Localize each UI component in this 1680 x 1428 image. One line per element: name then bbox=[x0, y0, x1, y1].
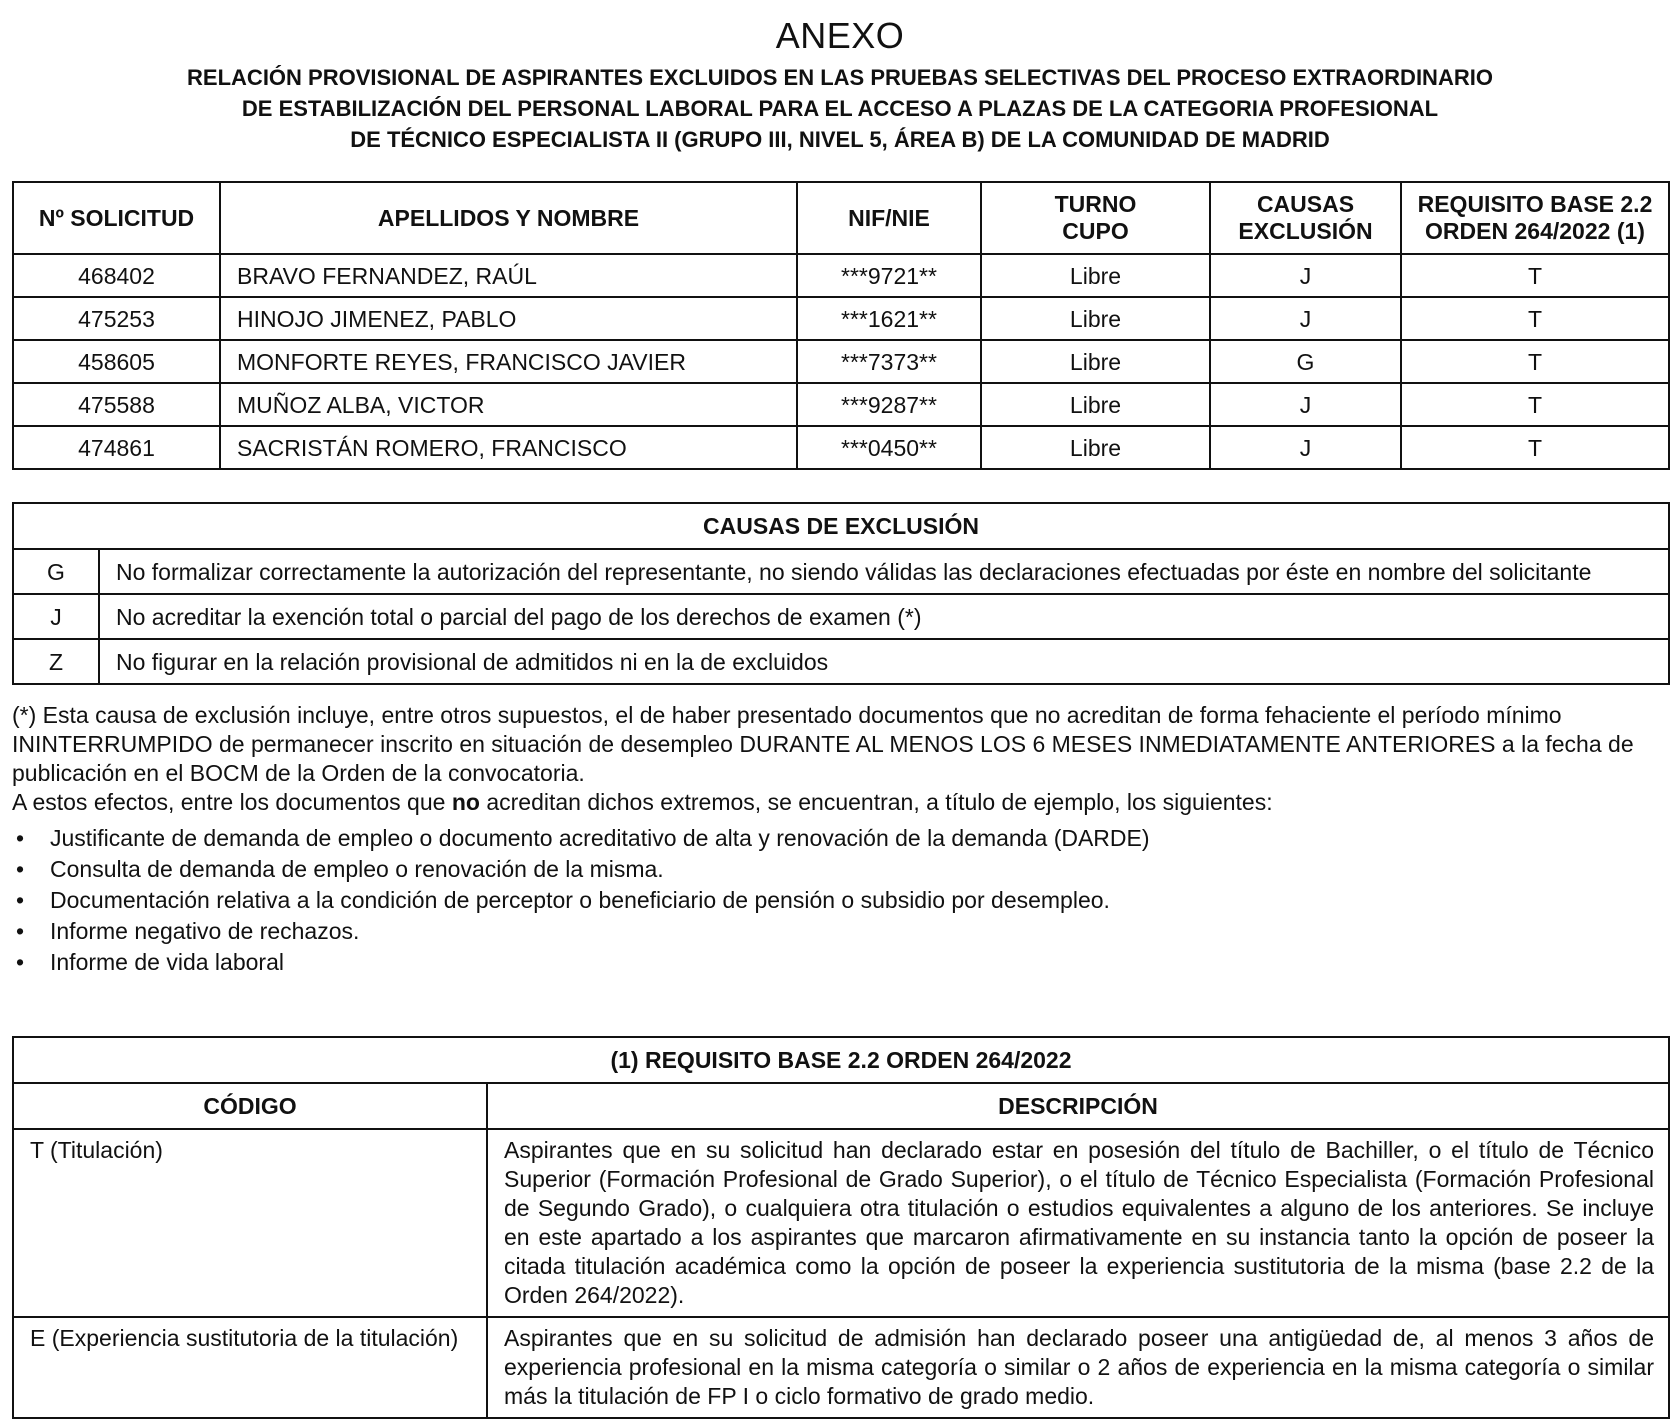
cell-causa: J bbox=[1210, 297, 1401, 340]
col-header-nif: NIF/NIE bbox=[797, 182, 981, 254]
subtitle-line: DE ESTABILIZACIÓN DEL PERSONAL LABORAL PARA EL ACCESO A PLAZAS DE LA CATEGORIA PROFESIONAL bbox=[241, 96, 1439, 121]
cell-nombre: SACRISTÁN ROMERO, FRANCISCO bbox=[220, 426, 797, 469]
requirement-description: Aspirantes que en su solicitud de admisión han declarado poseer una antigüedad de, al menos 3 años de experiencia profesional en la misma categoría o similar o 2 años de experiencia en la misma categoría o similar más la titulación de FP I o ciclo formativo de grado medio. bbox=[487, 1317, 1669, 1418]
requirement-header-row bbox=[13, 1083, 1669, 1129]
document-examples-list bbox=[12, 823, 1668, 978]
cause-code: J bbox=[13, 594, 99, 639]
cell-turno: Libre bbox=[981, 340, 1210, 383]
col-header-causas-line2: EXCLUSIÓN bbox=[1238, 218, 1373, 244]
requirement-code: E (Experiencia sustitutoria de la titulación) bbox=[13, 1317, 487, 1418]
col-header-solicitud: Nº SOLICITUD bbox=[13, 182, 220, 254]
cause-description: No figurar en la relación provisional de admitidos ni en la de excluidos bbox=[99, 639, 1669, 684]
cell-causa: G bbox=[1210, 340, 1401, 383]
exclusion-note bbox=[12, 701, 1668, 978]
cell-requisito: T bbox=[1401, 340, 1669, 383]
cause-code: G bbox=[13, 549, 99, 594]
requirement-title: (1) REQUISITO BASE 2.2 ORDEN 264/2022 bbox=[13, 1037, 1669, 1083]
cell-turno: Libre bbox=[981, 426, 1210, 469]
col-header-requisito bbox=[1401, 182, 1669, 254]
page-title: ANEXO bbox=[775, 15, 905, 56]
cell-solicitud: 475588 bbox=[13, 383, 220, 426]
cell-nombre: BRAVO FERNANDEZ, RAÚL bbox=[220, 254, 797, 297]
cell-requisito: T bbox=[1401, 426, 1669, 469]
col-header-requisito-line1: REQUISITO BASE 2.2 bbox=[1417, 191, 1653, 217]
cell-causa: J bbox=[1210, 426, 1401, 469]
cause-row bbox=[13, 639, 1669, 684]
causes-header-row bbox=[13, 503, 1669, 549]
table-row bbox=[13, 426, 1669, 469]
cell-causa: J bbox=[1210, 254, 1401, 297]
requirement-description: Aspirantes que en su solicitud han declarado estar en posesión del título de Bachiller, o el título de Técnico Superior (Formación Profesional de Grado Superior), o el título de Técnico Especialista (Formación Profesional de Segundo Grado), o cualquiera otra titulación o estudios equivalentes a alguno de los anteriores. Se incluye en este apartado a los aspirantes que marcaron afirmativamente en su instancia tanto la opción de poseer la citada titulación académica como la opción de poseer la experiencia sustitutoria de la misma (base 2.2 de la Orden 264/2022). bbox=[487, 1129, 1669, 1317]
bullet-icon: • bbox=[16, 887, 25, 913]
annex-page bbox=[12, 14, 1668, 1419]
requirement-code: T (Titulación) bbox=[13, 1129, 487, 1317]
cause-description: No acreditar la exención total o parcial del pago de los derechos de examen (*) bbox=[99, 594, 1669, 639]
list-item bbox=[12, 947, 1668, 978]
cell-turno: Libre bbox=[981, 254, 1210, 297]
cell-solicitud: 474861 bbox=[13, 426, 220, 469]
cell-nif: ***1621** bbox=[797, 297, 981, 340]
cell-turno: Libre bbox=[981, 383, 1210, 426]
cell-solicitud: 475253 bbox=[13, 297, 220, 340]
cell-solicitud: 458605 bbox=[13, 340, 220, 383]
bullet-icon: • bbox=[16, 918, 25, 944]
col-header-causas bbox=[1210, 182, 1401, 254]
table-row bbox=[13, 297, 1669, 340]
col-header-nombre: APELLIDOS Y NOMBRE bbox=[220, 182, 797, 254]
col-header-descripcion: DESCRIPCIÓN bbox=[487, 1083, 1669, 1129]
list-item bbox=[12, 916, 1668, 947]
requirement-title-row bbox=[13, 1037, 1669, 1083]
note-intro-after: acreditan dichos extremos, se encuentran, a título de ejemplo, los siguientes: bbox=[479, 789, 1273, 815]
table-row bbox=[13, 340, 1669, 383]
list-item bbox=[12, 854, 1668, 885]
note-intro bbox=[12, 788, 1668, 817]
bullet-icon: • bbox=[16, 825, 25, 851]
col-header-causas-line1: CAUSAS bbox=[1256, 191, 1355, 217]
col-header-requisito-line2: ORDEN 264/2022 (1) bbox=[1425, 218, 1645, 244]
cell-nif: ***9721** bbox=[797, 254, 981, 297]
col-header-turno-line1: TURNO bbox=[1054, 191, 1137, 217]
cell-nombre: MUÑOZ ALBA, VICTOR bbox=[220, 383, 797, 426]
col-header-turno-line2: CUPO bbox=[1062, 218, 1129, 244]
bullet-icon: • bbox=[16, 856, 25, 882]
cause-description: No formalizar correctamente la autorización del representante, no siendo válidas las declaraciones efectuadas por éste en nombre del solicitante bbox=[99, 549, 1669, 594]
requirement-row bbox=[13, 1317, 1669, 1418]
cause-row bbox=[13, 549, 1669, 594]
list-item bbox=[12, 885, 1668, 916]
col-header-codigo: CÓDIGO bbox=[13, 1083, 487, 1129]
subtitle-line: RELACIÓN PROVISIONAL DE ASPIRANTES EXCLUIDOS EN LAS PRUEBAS SELECTIVAS DEL PROCESO EXTRAORDINARIO bbox=[187, 65, 1493, 90]
causes-title: CAUSAS DE EXCLUSIÓN bbox=[13, 503, 1669, 549]
subtitle-line: DE TÉCNICO ESPECIALISTA II (GRUPO III, NIVEL 5, ÁREA B) DE LA COMUNIDAD DE MADRID bbox=[350, 127, 1330, 152]
note-intro-bold: no bbox=[451, 789, 480, 815]
requirement-row bbox=[13, 1129, 1669, 1317]
cell-nif: ***7373** bbox=[797, 340, 981, 383]
cell-solicitud: 468402 bbox=[13, 254, 220, 297]
list-item-text: Documentación relativa a la condición de perceptor o beneficiario de pensión o subsidio por desempleo. bbox=[50, 887, 1110, 913]
cell-causa: J bbox=[1210, 383, 1401, 426]
cell-nif: ***9287** bbox=[797, 383, 981, 426]
table-row bbox=[13, 254, 1669, 297]
table-row bbox=[13, 383, 1669, 426]
exclusion-causes-table bbox=[12, 502, 1670, 685]
col-header-turno bbox=[981, 182, 1210, 254]
excluded-applicants-table bbox=[12, 181, 1670, 470]
cell-requisito: T bbox=[1401, 297, 1669, 340]
list-item-text: Justificante de demanda de empleo o documento acreditativo de alta y renovación de la demanda (DARDE) bbox=[50, 825, 1150, 851]
cell-nif: ***0450** bbox=[797, 426, 981, 469]
table-header-row bbox=[13, 182, 1669, 254]
list-item-text: Consulta de demanda de empleo o renovación de la misma. bbox=[50, 856, 664, 882]
note-intro-before: A estos efectos, entre los documentos que bbox=[12, 789, 452, 815]
cell-nombre: HINOJO JIMENEZ, PABLO bbox=[220, 297, 797, 340]
cell-turno: Libre bbox=[981, 297, 1210, 340]
list-item bbox=[12, 823, 1668, 854]
requirement-table bbox=[12, 1036, 1670, 1419]
cell-nombre: MONFORTE REYES, FRANCISCO JAVIER bbox=[220, 340, 797, 383]
cause-row bbox=[13, 594, 1669, 639]
note-paragraph: (*) Esta causa de exclusión incluye, entre otros supuestos, el de haber presentado documentos que no acreditan de forma fehaciente el período mínimo ININTERRUMPIDO de permanecer inscrito en situación de desempleo DURANTE AL MENOS LOS 6 MESES INMEDIATAMENTE ANTERIORES a la fecha de publicación en el BOCM de la Orden de la convocatoria. bbox=[12, 702, 1634, 786]
cell-requisito: T bbox=[1401, 254, 1669, 297]
page-subtitle bbox=[12, 62, 1668, 155]
cell-requisito: T bbox=[1401, 383, 1669, 426]
cause-code: Z bbox=[13, 639, 99, 684]
list-item-text: Informe negativo de rechazos. bbox=[50, 918, 360, 944]
bullet-icon: • bbox=[16, 949, 25, 975]
list-item-text: Informe de vida laboral bbox=[50, 949, 284, 975]
